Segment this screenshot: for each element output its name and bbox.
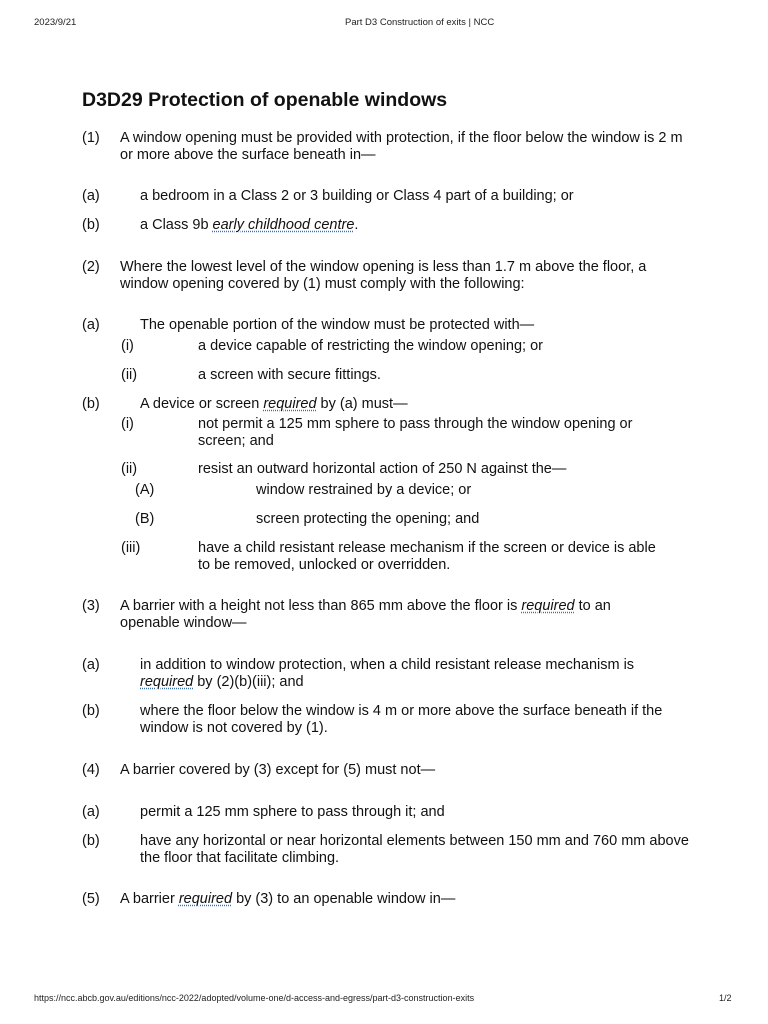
clause-2-marker: (2) — [82, 259, 100, 275]
clause-3a-text-line1: in addition to window protection, when a child resistant release mechanism is — [140, 657, 635, 673]
section-heading: D3D29 Protection of openable windows — [82, 89, 448, 111]
clause-4a-text: permit a 125 mm sphere to pass through it; and — [140, 804, 445, 820]
clause-2b-marker: (b) — [82, 396, 100, 412]
clause-2b-pre: A device or screen — [140, 396, 264, 412]
clause-4b-text: have any horizontal or near horizontal elements between 150 mm and 760 mm above the floor that facilitate climbing. — [140, 833, 689, 866]
clause-3-pre: A barrier with a height not less than 865 mm above the floor is — [120, 598, 522, 614]
clause-2a-ii-text: a screen with secure fittings. — [198, 367, 381, 383]
clause-3-marker: (3) — [82, 598, 100, 614]
clause-5-pre: A barrier — [120, 891, 179, 907]
clause-4-text: A barrier covered by (3) except for (5) must not— — [120, 762, 436, 778]
clause-2b-i-marker: (i) — [121, 416, 134, 432]
print-page-title: Part D3 Construction of exits | NCC — [345, 17, 495, 28]
clause-2b-ii-B-marker: (B) — [135, 511, 155, 527]
clause-2b-ii-marker: (ii) — [121, 461, 138, 477]
clause-2a-ii-marker: (ii) — [121, 367, 138, 383]
clause-3a-marker: (a) — [82, 657, 100, 673]
clause-1-text: A window opening must be provided with protection, if the floor below the window is 2 m or more above the surface beneath in— — [120, 130, 683, 163]
defined-term-link[interactable]: required — [178, 891, 233, 907]
defined-term-link[interactable]: required — [140, 674, 194, 690]
clause-1-marker: (1) — [82, 130, 100, 146]
clause-1b-pre: a Class 9b — [140, 217, 213, 233]
clause-3-text-line2: openable window— — [120, 615, 247, 631]
defined-term-link[interactable]: required — [521, 598, 575, 614]
clause-4a-marker: (a) — [82, 804, 100, 820]
clause-5-text — [120, 891, 455, 908]
clause-4-marker: (4) — [82, 762, 100, 778]
clause-2b-ii-B-text: screen protecting the opening; and — [256, 511, 480, 527]
clause-1a-text: a bedroom in a Class 2 or 3 building or Class 4 part of a building; or — [140, 188, 574, 204]
clause-1a-marker: (a) — [82, 188, 100, 204]
clause-2b-text — [140, 396, 408, 413]
clause-2b-iii-marker: (iii) — [121, 540, 141, 556]
clause-2b-i-text: not permit a 125 mm sphere to pass through the window opening or screen; and — [198, 416, 633, 449]
clause-1b-post: . — [354, 217, 359, 233]
clause-2a-text: The openable portion of the window must be protected with— — [140, 317, 535, 333]
clause-2-text: Where the lowest level of the window opening is less than 1.7 m above the floor, a window opening covered by (1) must comply with the following: — [120, 259, 647, 292]
defined-term-link[interactable]: early childhood centre — [212, 217, 355, 233]
clause-3b-text: where the floor below the window is 4 m or more above the surface beneath if the window is not covered by (1). — [140, 703, 663, 736]
clause-1b-marker: (b) — [82, 217, 100, 233]
clause-2a-marker: (a) — [82, 317, 100, 333]
clause-3a-text-line2 — [140, 674, 304, 691]
clause-3a-post: by (2)(b)(iii); and — [193, 674, 304, 690]
print-date: 2023/9/21 — [34, 17, 77, 28]
clause-2b-ii-A-marker: (A) — [135, 482, 155, 498]
clause-2b-ii-A-text: window restrained by a device; or — [256, 482, 472, 498]
clause-2a-i-text: a device capable of restricting the window opening; or — [198, 338, 543, 354]
clause-2b-iii-text: have a child resistant release mechanism if the screen or device is able to be removed, unlocked or overridden. — [198, 540, 656, 573]
clause-3-post: to an — [574, 598, 611, 614]
clause-5-marker: (5) — [82, 891, 100, 907]
clause-2b-ii-text: resist an outward horizontal action of 250 N against the— — [198, 461, 567, 477]
defined-term-link[interactable]: required — [263, 396, 317, 412]
clause-1b-text — [140, 217, 358, 234]
clause-4b-marker: (b) — [82, 833, 100, 849]
print-page-number: 1/2 — [719, 993, 732, 1003]
clause-5-post: by (3) to an openable window in— — [232, 891, 456, 907]
clause-2b-post: by (a) must— — [316, 396, 408, 412]
clause-2a-i-marker: (i) — [121, 338, 134, 354]
clause-3b-marker: (b) — [82, 703, 100, 719]
clause-3-text-line1 — [120, 598, 611, 615]
print-url: https://ncc.abcb.gov.au/editions/ncc-2022/adopted/volume-one/d-access-and-egress/part-d3-construction-exits — [34, 993, 475, 1003]
